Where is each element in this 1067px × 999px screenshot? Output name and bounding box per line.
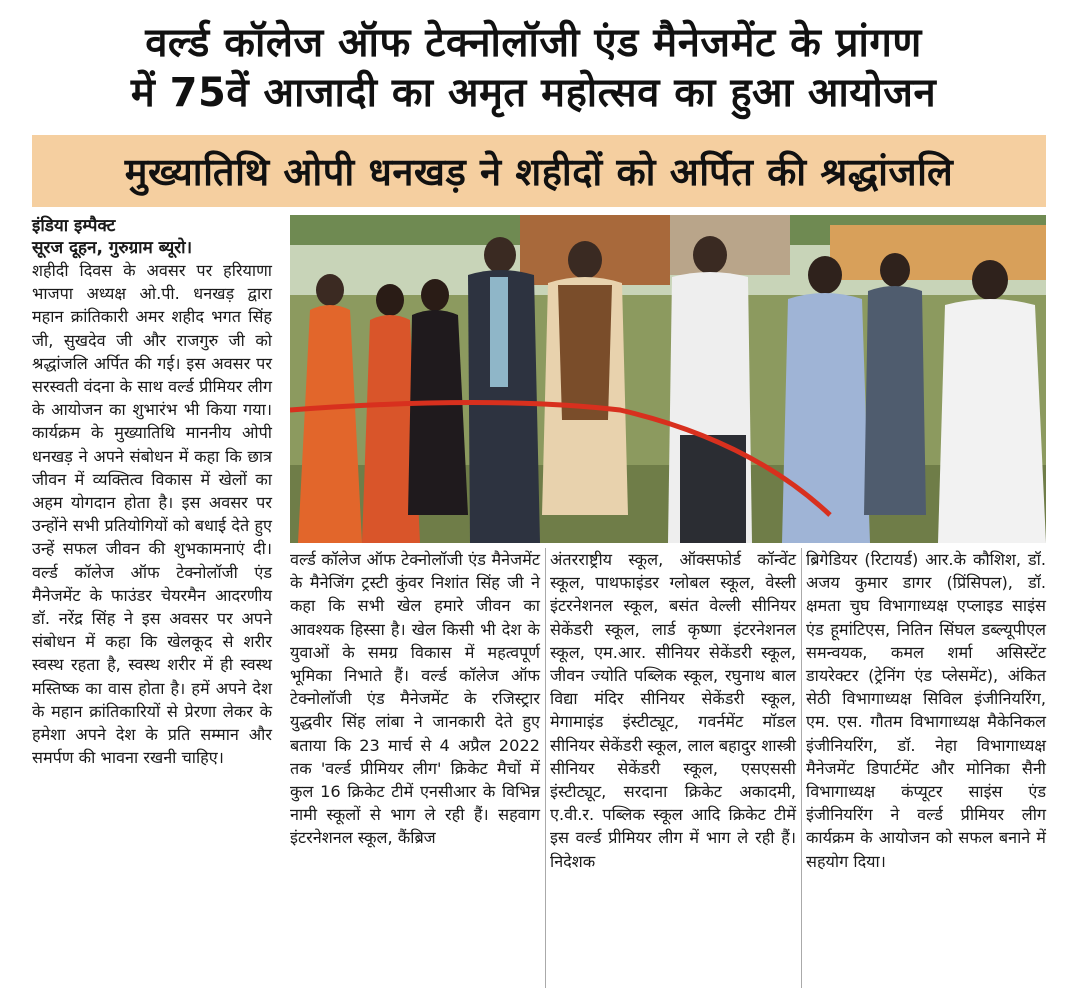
headline-line-2: में 75वें आजादी का अमृत महोत्सव का हुआ आयोजन [130,70,937,116]
subheadline-band [32,135,1046,207]
headline [20,18,1047,118]
article-column-2 [290,548,540,850]
byline-reporter: सूरज दूहन, गुरुग्राम ब्यूरो। [32,238,193,258]
article-column-4 [806,548,1046,873]
event-photo-illustration [290,215,1046,543]
column-divider [801,548,802,988]
article-text-col3: अंतरराष्ट्रीय स्कूल, ऑक्सफोर्ड कॉन्वेंट स्कूल, पाथफाइंडर ग्लोबल स्कूल, वेस्ली इंटरनेशनल स्कूल, बसंत वेल्ली सीनियर सेकेंडरी स्कूल, लार्ड कृष्णा इंटरनेशनल स्कूल, एम.आर. सीनियर सेकेंडरी स्कूल, जीवन ज्योति पब्लिक स्कूल, रघुनाथ बाल विद्या मंदिर सीनियर सेकेंडरी स्कूल, मेगामाइंड इंस्टीट्यूट, गवर्नमेंट मॉडल सीनियर सेकेंडरी स्कूल, लाल बहादुर शास्त्री सीनियर सेकेंडरी स्कूल, एसएससी इंस्टीट्यूट, सरदाना क्रिकेट अकादमी, ए.वी.र. पब्लिक स्कूल आदि क्रिकेट टीमें इस वर्ल्ड प्रीमियर लीग में भाग ले रही हैं। निदेशक [550,550,796,871]
article-text-col4: ब्रिगेडियर (रिटायर्ड) आर.के कौशिश, डॉ. अजय कुमार डागर (प्रिंसिपल), डॉ. क्षमता चुघ विभागाध्यक्ष एप्लाइड साइंस एंड हूमांटिएस, नितिन सिंघल डब्ल्यूपीएल समन्वयक, कमल शर्मा असिस्टेंट डायरेक्टर (ट्रेनिंग एंड प्लेसमेंट), अंकित सेठी विभागाध्यक्ष सिविल इंजीनियरिंग, एम. एस. गौतम विभागाध्यक्ष मैकेनिकल इंजीनियरिंग, डॉ. नेहा विभागाध्यक्ष मैनेजमेंट डिपार्टमेंट और मोनिका सैनी विभागाध्यक्ष कंप्यूटर साइंस एंड इंजीनियरिंग ने वर्ल्ड प्रीमियर लीग कार्यक्रम के आयोजन को सफल बनाने में सहयोग दिया। [806,550,1046,871]
article-column-1 [32,215,272,769]
byline-source: इंडिया इम्पैक्ट [32,216,116,236]
column-divider [545,548,546,988]
event-photo [290,215,1046,543]
article-column-3 [550,548,796,873]
subheadline: मुख्यातिथि ओपी धनखड़ ने शहीदों को अर्पित की श्रद्धांजलि [124,150,954,194]
headline-line-1: वर्ल्ड कॉलेज ऑफ टेक्नोलॉजी एंड मैनेजमेंट के प्रांगण [145,20,922,66]
article-text-col1: शहीदी दिवस के अवसर पर हरियाणा भाजपा अध्यक्ष ओ.पी. धनखड़ द्वारा महान क्रांतिकारी अमर शहीद भगत सिंह जी, सुखदेव जी और राजगुरु जी को श्रद्धांजलि अर्पित की गई। इस अवसर पर सरस्वती वंदना के साथ वर्ल्ड प्रीमियर लीग के आयोजन का शुभारंभ भी किया गया। कार्यक्रम के मुख्यातिथि माननीय ओपी धनखड़ ने अपने संबोधन में कहा कि छात्र जीवन में व्यक्तित्व विकास में खेलों का अहम योगदान होता है। इस अवसर पर उन्होंने सभी प्रतियोगियों को बधाई देते हुए उन्हें सफल जीवन की शुभकामनाएं दी। वर्ल्ड कॉलेज ऑफ टेक्नोलॉजी एंड मैनेजमेंट के फाउंडर चेयरमैन आदरणीय डॉ. नरेंद्र सिंह ने इस अवसर पर अपने संबोधन में कहा कि खेलकूद से शरीर स्वस्थ रहता है, स्वस्थ शरीर में ही स्वस्थ मस्तिष्क का वास होता है। हमें अपने देश के महान क्रांतिकारियों से प्रेरणा लेकर के हमेशा अपने देश के प्रति सम्मान और समर्पण की भावना रखनी चाहिए। [32,261,272,768]
article-text-col2: वर्ल्ड कॉलेज ऑफ टेक्नोलॉजी एंड मैनेजमेंट के मैनेजिंग ट्रस्टी कुंवर निशांत सिंह जी ने कहा कि सभी खेल हमारे जीवन का आवश्यक हिस्सा है। खेल किसी भी देश के युवाओं के समग्र विकास में महत्वपूर्ण भूमिका निभाते हैं। वर्ल्ड कॉलेज ऑफ टेक्नोलॉजी एंड मैनेजमेंट के रजिस्ट्रार युद्धवीर सिंह लांबा ने जानकारी देते हुए बताया कि 23 मार्च से 4 अप्रैल 2022 तक 'वर्ल्ड प्रीमियर लीग' क्रिकेट मैचों में कुल 16 क्रिकेट टीमें एनसीआर के विभिन्न नामी स्कूलों से भाग ले रही हैं। सहवाग इंटरनेशनल स्कूल, कैंब्रिज [290,550,540,848]
